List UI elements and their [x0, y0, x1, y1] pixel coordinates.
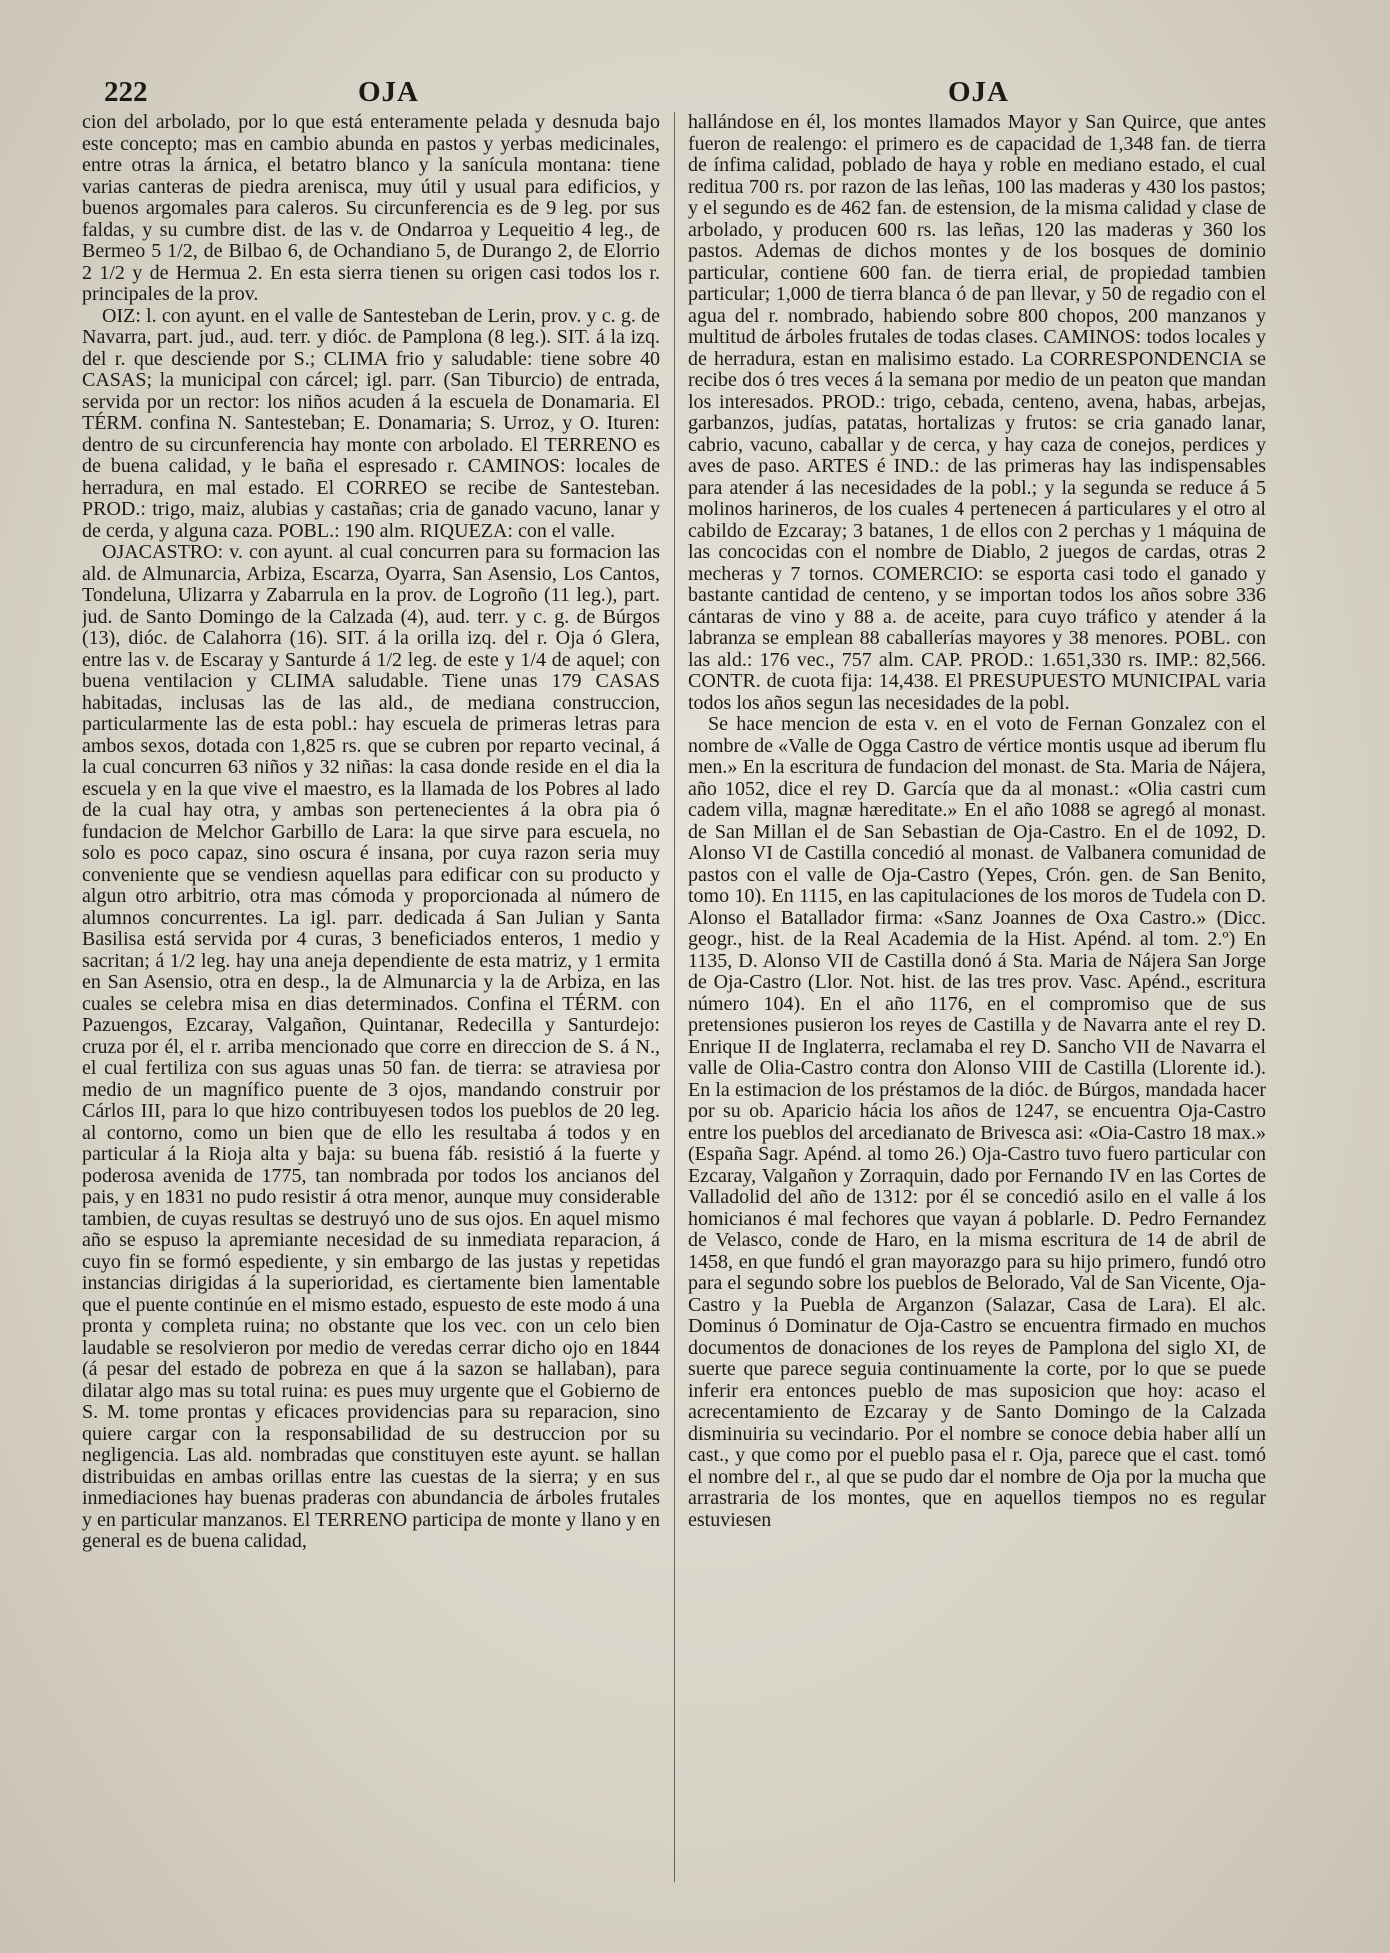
- paragraph-historia: Se hace mencion de esta v. en el voto de Fernan Gonzalez con el nombre de «Valle de Ogga Castro de vértice montis usque ad iberum flu men.» En la escritura de fundacion del monast. de Sta. Maria de Nájera, año 1052, dice el rey D. García que da al monast.: «Olia castri cum cadem villa, magnæ hæreditate.» En el año 1088 se agregó al monast. de San Millan el de San Sebastian de Oja-Castro. En el de 1092, D. Alonso VI de Castilla concedió al monast. de Valbanera comunidad de pastos con el valle de Oja-Castro (Yepes, Crón. gen. de San Benito, tomo 10). En 1115, en las capitulaciones de los moros de Tudela con D. Alonso el Batallador firma: «Sanz Joannes de Oxa Castro.» (Dicc. geogr., hist. de la Real Academia de la Hist. Apénd. al tom. 2.º) En 1135, D. Alonso VII de Castilla donó á Sta. Maria de Nájera San Jorge de Oja-Castro (Llor. Not. hist. de las tres prov. Vasc. Apénd., escritura número 104). En el año 1176, en el compromiso que de sus pretensiones pusieron los reyes de Castilla y de Navarra ante el rey D. Enrique II de Inglaterra, reclamaba el rey D. Sancho VII de Navarra el valle de Olia-Castro contra don Alonso VIII de Castilla (Llorente id.). En la estimacion de los préstamos de la dióc. de Búrgos, mandada hacer por su ob. Aparicio hácia los años de 1247, se encuentra Oja-Castro entre los pueblos del arcedianato de Brivesca asi: «Oia-Castro 18 max.» (España Sagr. Apénd. al tomo 26.) Oja-Castro tuvo fuero particular con Ezcaray, Valgañon y Zorraquin, dado por Fernando IV en las Cortes de Valladolid del año de 1312: por él se concedió asilo en el valle á los homicianos é mal fechores que vayan á poblarle. D. Pedro Fernandez de Velasco, conde de Haro, en la misma escritura de 14 de abril de 1458, en que fundó el gran mayorazgo para su hijo primero, fundó otro para el segundo sobre los pueblos de Belorado, Val de San Vicente, Oja-Castro y la Puebla de Arganzon (Salazar, Casa de Lara). El alc. Dominus ó Dominatur de Oja-Castro se encuentra firmado en muchos documentos de donaciones de los reyes de Pamplona del siglo XI, de suerte que parece seguia continuamente la corte, por lo que se puede inferir era entonces pueblo de mas suposicion que hoy: acaso el acrecentamiento de Ezcaray y de Santo Domingo de la Calzada disminuiria su vecindario. Por el nombre se conoce debia haber allí un cast., y que como por el pueblo pasa el r. Oja, parece que el cast. tomó el nombre del r., al que se pudo dar el nombre de Oja por la mucha que arrastraria de los montes, que en aquellos tiempos no es regular estuviesen: [688, 713, 1266, 1531]
- paragraph-ojacastro: OJACASTRO: v. con ayunt. al cual concurren para su formacion las ald. de Almunarcia, Arbiza, Escarza, Oyarra, San Asensio, Los Cantos, Tondeluna, Ulizarra y Zabarrula en la prov. de Logroño (11 leg.), part. jud. de Santo Domingo de la Calzada (4), aud. terr. y c. g. de Búrgos (13), dióc. de Calahorra (16). SIT. á la orilla izq. del r. Oja ó Glera, entre las v. de Escaray y Santurde á 1/2 leg. de este y 1/4 de aquel; con buena ventilacion y CLIMA saludable. Tiene unas 179 CASAS habitadas, inclusas las de las ald., de mediana construccion, particularmente las de esta pobl.: hay escuela de primeras letras para ambos sexos, dotada con 1,825 rs. que se cubren por reparto vecinal, á la cual concurren 63 niños y 32 niñas: la casa donde reside en el dia la escuela y en la que vive el maestro, es la llamada de los Pobres al lado de la cual hay otra, y ambas son pertenecientes á la obra pia ó fundacion de Melchor Garbillo de Lara: la que sirve para escuela, no solo es poco capaz, sino oscura é insana, por cuya razon seria muy conveniente que se vendiesn aquellas para edificar con su producto y algun otro arbitrio, otra mas cómoda y proporcionada al número de alumnos concurrentes. La igl. parr. dedicada á San Julian y Santa Basilisa está servida por 4 curas, 3 beneficiados enteros, 1 medio y sacritan; á 1/2 leg. hay una aneja dependiente de esta matriz, y 1 ermita en San Asensio, otra en desp., la de Almunarcia y la de Arbiza, en las cuales se celebra misa en dias determinados. Confina el TÉRM. con Pazuengos, Ezcaray, Valgañon, Quintanar, Redecilla y Santurdejo: cruza por él, el r. arriba mencionado que corre en direccion de S. á N., el cual fertiliza con sus aguas unas 50 fan. de tierra: se atraviesa por medio de un magnífico puente de 3 ojos, mandando construir por Cárlos III, para lo que hizo contribuyesen todos los pueblos de 20 leg. al contorno, como un bien que de ello les resultaba á todos y en particular á la Rioja alta y baja: su buena fáb. resistió á la fuerte y poderosa avenida de 1775, tan nombrada por todos los ancianos del pais, y en 1831 no pudo resistir á otra menor, aunque muy considerable tambien, de cuyas resultas se destruyó uno de sus ojos. En aquel mismo año se espuso la apremiante necesidad de su inmediata reparacion, á cuyo fin se formó espediente, y sin embargo de las justas y repetidas instancias dirigidas á la superioridad, es ciertamente bien lamentable que el puente continúe en el mismo estado, espuesto de este modo á una pronta y completa ruina; no obstante que los vec. con un celo bien laudable se resolvieron por medio de veredas cerrar dicho ojo en 1844 (á pesar del estado de pobreza en que á la sazon se hallaban), para dilatar algo mas su total ruina: es pues muy urgente que el Gobierno de S. M. tome prontas y eficaces providencias para su reparacion, sino quiere cargar con la responsabilidad de su destruccion por su negligencia. Las ald. nombradas que constituyen este ayunt. se hallan distribuidas en ambas orillas entre las cuestas de la sierra; y en sus inmediaciones hay buenas praderas con abundancia de árboles frutales y en particular manzanos. El TERRENO participa de monte y llano y en general es de buena calidad,: [82, 541, 660, 1552]
- column-divider: [674, 112, 675, 1882]
- paragraph-montes: hallándose en él, los montes llamados Mayor y San Quirce, que antes fueron de realengo: el primero es de capacidad de 1,348 fan. de tierra de ínfima calidad, poblado de haya y roble en mediano estado, el cual reditua 700 rs. por razon de las leñas, 100 las maderas y 430 los pastos; y el segundo es de 462 fan. de estension, de la misma calidad y clase de arbolado, y producen 600 rs. las leñas, 120 las maderas y 360 los pastos. Ademas de dichos montes y de los bosques de dominio particular, contiene 600 fan. de tierra erial, de propiedad tambien particular; 1,000 de tierra blanca ó de pan llevar, y 50 de regadio con el agua del r. nombrado, habiendo sobre 800 chopos, 200 manzanos y multitud de árboles frutales de todas clases. CAMINOS: todos locales y de herradura, estan en malisimo estado. La CORRESPONDENCIA se recibe dos ó tres veces á la semana por medio de un peaton que mandan los interesados. PROD.: trigo, cebada, centeno, avena, habas, arbejas, garbanzos, judías, patatas, hortalizas y frutos: se cria ganado lanar, cabrio, vacuno, caballar y de cerca, y hay caza de conejos, perdices y aves de paso. ARTES é IND.: de las primeras hay las indispensables para atender á las necesidades de la pobl.; y la segunda se reduce á 5 molinos harineros, de los cuales 4 pertenecen á particulares y el otro al cabildo de Ezcaray; 3 batanes, 1 de ellos con 2 perchas y 1 máquina de las concocidas con el nombre de Diablo, 2 juegos de cardas, otras 2 mecheras y 7 tornos. COMERCIO: se esporta casi todo el ganado y bastante cantidad de centeno, y se importan todos los años sobre 336 cántaras de vino y 88 a. de aceite, para cuyo tráfico y atender á la labranza se emplean 88 caballerías mayores y 38 menores. POBL. con las ald.: 176 vec., 757 alm. CAP. PROD.: 1.651,330 rs. IMP.: 82,566. CONTR. de cuota fija: 14,438. El PRESUPUESTO MUNICIPAL varia todos los años segun las necesidades de la pobl.: [688, 112, 1266, 714]
- left-column: [82, 112, 660, 1882]
- paragraph-oiz: OIZ: l. con ayunt. en el valle de Santesteban de Lerin, prov. y c. g. de Navarra, part. jud., aud. terr. y dióc. de Pamplona (8 leg.). SIT. á la izq. del r. que desciende por S.; CLIMA frio y saludable: tiene sobre 40 CASAS; la municipal con cárcel; igl. parr. (San Tiburcio) de entrada, servida por un rector: los niños acuden á la escuela de Donamaria. El TÉRM. confina N. Santesteban; E. Donamaria; S. Urroz, y O. Ituren: dentro de su circunferencia hay monte con arbolado. El TERRENO es de buena calidad, y le baña el espresado r. CAMINOS: locales de herradura, en mal estado. El CORREO se recibe de Santesteban. PROD.: trigo, maiz, alubias y castañas; cria de ganado vacuno, lanar y de cerda, y alguna caza. POBL.: 190 alm. RIQUEZA: con el valle.: [82, 304, 660, 542]
- right-column: [688, 112, 1266, 1882]
- right-running-title: OJA: [948, 76, 1009, 108]
- paragraph-arbolado: cion del arbolado, por lo que está enteramente pelada y desnuda bajo este concepto; mas en cambio abunda en pastos y yerbas medicinales, entre otras la árnica, el betatro blanco y la sanícula montana: tiene varias canteras de piedra arenisca, muy útil y usual para edificios, y buenos argomales para caleros. Su circunferencia es de 9 leg. por sus faldas, y su cumbre dist. de las v. de Ondarroa y Lequeitio 4 leg., de Bermeo 5 1/2, de Bilbao 6, de Ochandiano 5, de Durango 2, de Elorrio 2 1/2 y de Hermua 2. En esta sierra tienen su origen casi todos los r. principales de la prov.: [82, 112, 660, 305]
- page-number: 222: [104, 76, 148, 108]
- page-header: [0, 68, 1390, 118]
- left-running-title: OJA: [358, 76, 419, 108]
